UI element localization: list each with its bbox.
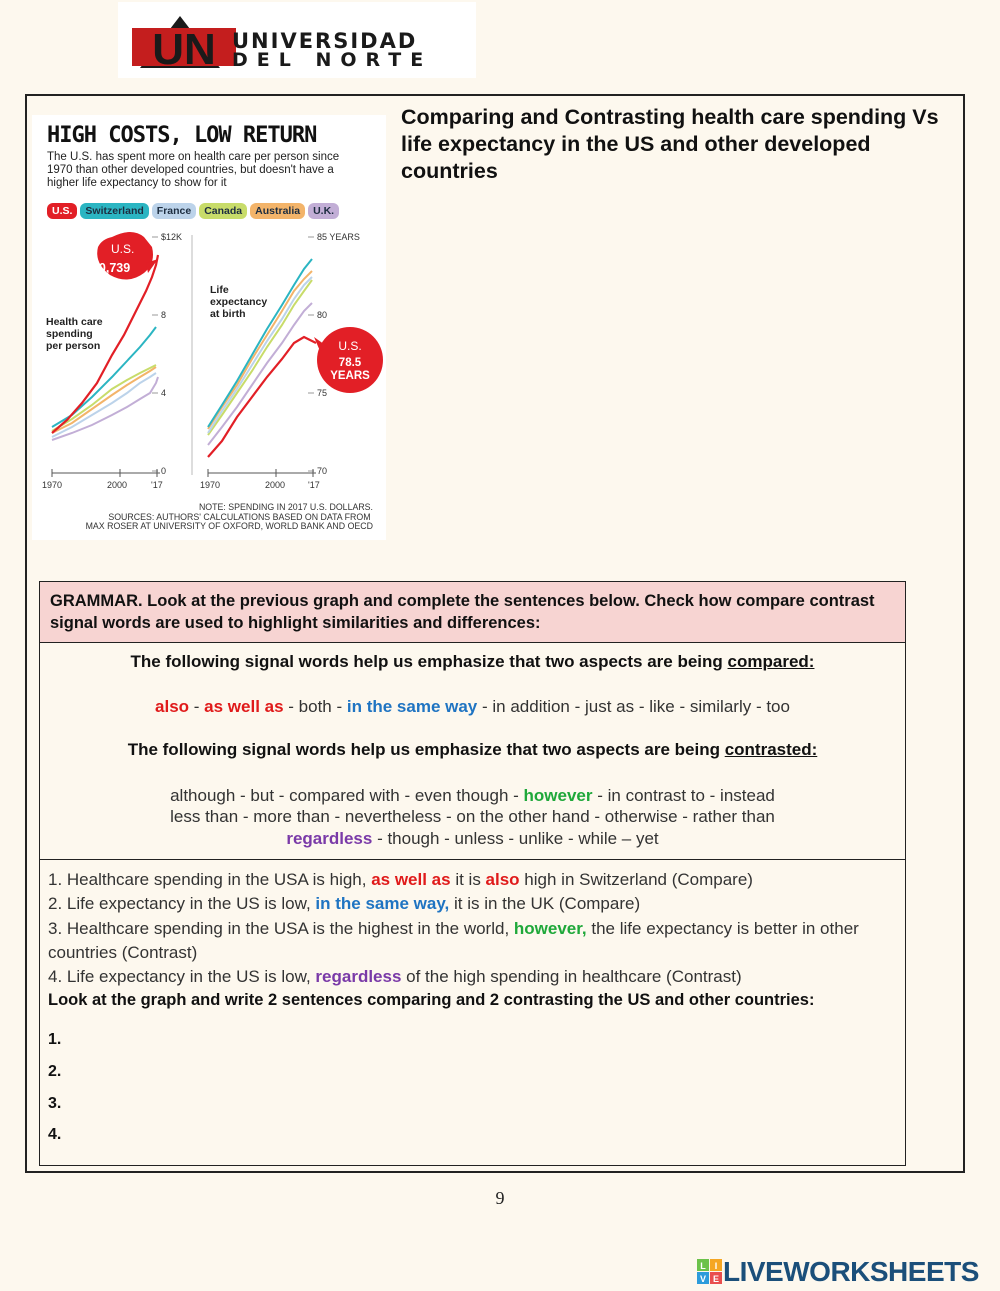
- answer-4-label[interactable]: 4.: [48, 1126, 62, 1143]
- svg-text:V: V: [699, 1274, 707, 1284]
- svg-text:I: I: [714, 1261, 718, 1271]
- spending-x-17: '17: [151, 480, 163, 490]
- page-number: 9: [495, 1188, 505, 1208]
- grammar-header: GRAMMAR. Look at the previous graph and complete the sentences below. Check how compare contrast signal words are used to highlight similarities and differences:: [40, 582, 905, 643]
- logo-line1: UNIVERSIDAD: [232, 29, 418, 53]
- example-1: 1. Healthcare spending in the USA is high, as well as it is also high in Switzerland (Compare): [48, 870, 753, 889]
- life-callout-value-unit: YEARS: [330, 370, 370, 382]
- contrast-signal-words-line2: less than - more than - nevertheless - on the other hand - otherwise - rather than: [170, 807, 775, 826]
- answer-1-label[interactable]: 1.: [48, 1031, 62, 1048]
- chart-note: NOTE: SPENDING IN 2017 U.S. DOLLARS.: [198, 502, 373, 512]
- signal-words-section: [40, 643, 905, 860]
- contrast-heading: [40, 740, 905, 760]
- signal-however: however: [523, 786, 593, 805]
- signal-in-the-same-way: in the same way: [346, 697, 478, 716]
- contrast-word: contrasted:: [724, 740, 818, 759]
- writing-task-instruction: Look at the graph and write 2 sentences comparing and 2 contrasting the US and other countries:: [48, 991, 815, 1009]
- example-3: 3. Healthcare spending in the USA is the highest in the world, however, the life expectancy is better in other countries (Contrast): [48, 918, 859, 962]
- life-callout-country: U.S.: [338, 339, 362, 353]
- compare-signal-words: [40, 696, 905, 718]
- university-logo: [118, 2, 476, 78]
- life-tick-75: 75: [317, 388, 328, 398]
- infographic-subtitle: The U.S. has spent more on health care per person since 1970 than other developed countries, but doesn't have a higher life expectancy to show for it: [47, 151, 340, 189]
- spending-callout-value: $10,739: [85, 261, 131, 275]
- logo-line2: DEL NORTE: [232, 49, 433, 71]
- life-tick-70: 70: [317, 466, 328, 476]
- spending-x-2000: 2000: [107, 480, 128, 490]
- legend-item-france: France: [152, 203, 196, 219]
- compare-word: compared:: [727, 652, 815, 671]
- legend-item-uk: U.K.: [308, 203, 339, 219]
- infographic: [32, 115, 386, 540]
- example-sentences: [48, 868, 898, 989]
- chart-sources: SOURCES: AUTHORS' CALCULATIONS BASED ON DATA FROM MAX ROSER AT UNIVERSITY OF OXFORD, WORLD BANK AND OECD: [85, 512, 373, 531]
- contrast-signal-words-line1: [40, 785, 905, 807]
- contrast-line1b: - in contrast to - instead: [592, 786, 775, 805]
- contrast-line1a: although - but - compared with - even though -: [170, 786, 524, 805]
- spending-x-1970: 1970: [42, 480, 63, 490]
- logo-mark: [132, 16, 236, 74]
- life-tick-80: 80: [317, 310, 328, 320]
- contrast-signal-words-line3: [40, 828, 905, 850]
- liveworksheets-wordmark[interactable]: LIVEWORKSHEETS: [723, 1256, 979, 1287]
- svg-text:L: L: [700, 1261, 706, 1271]
- logo-mark-text: UN: [152, 25, 216, 74]
- legend-item-switzerland: Switzerland: [80, 203, 148, 219]
- spending-tick-12k: $12K: [161, 232, 183, 242]
- compare-heading: [40, 652, 905, 672]
- legend-item-canada: Canada: [199, 203, 247, 219]
- spending-callout-country: U.S.: [111, 242, 135, 256]
- spending-tick-8: 8: [161, 310, 167, 320]
- liveworksheets-logo-icon: [697, 1259, 723, 1285]
- life-tick-85: 85 YEARS: [317, 232, 360, 242]
- infographic-title: HIGH COSTS, LOW RETURN: [47, 123, 317, 148]
- signal-regardless: regardless: [286, 829, 373, 848]
- life-label: Life expectancy at birth: [210, 284, 268, 320]
- sep: -: [189, 697, 205, 716]
- answer-3-label[interactable]: 3.: [48, 1095, 62, 1112]
- svg-text:E: E: [712, 1274, 720, 1284]
- life-x-17: '17: [308, 480, 320, 490]
- life-x-2000: 2000: [265, 480, 286, 490]
- answer-2-label[interactable]: 2.: [48, 1063, 62, 1080]
- spending-tick-4: 4: [161, 388, 167, 398]
- signal-both: - both -: [283, 697, 347, 716]
- liveworksheets-brand: [697, 1256, 979, 1288]
- infographic-legend: [47, 203, 339, 219]
- signal-as-well-as: as well as: [204, 697, 284, 716]
- life-x-1970: 1970: [200, 480, 221, 490]
- spending-tick-0: 0: [161, 466, 167, 476]
- page-heading: Comparing and Contrasting health care spending Vs life expectancy in the US and other developed countries: [401, 105, 939, 183]
- contrast-intro: The following signal words help us emphasize that two aspects are being: [127, 740, 725, 759]
- compare-intro: The following signal words help us emphasize that two aspects are being: [130, 652, 728, 671]
- contrast-line3b: - though - unless - unlike - while – yet: [372, 829, 659, 848]
- example-4: 4. Life expectancy in the US is low, regardless of the high spending in healthcare (Contrast): [48, 967, 742, 987]
- life-callout-value-num: 78.5: [338, 357, 362, 369]
- example-2: 2. Life expectancy in the US is low, in the same way, it is in the UK (Compare): [48, 894, 641, 914]
- legend-item-us: U.S.: [47, 203, 77, 219]
- signal-rest: - in addition - just as - like - similarly - too: [477, 697, 790, 716]
- spending-label: Health care spending per person: [46, 316, 103, 352]
- signal-also: also: [155, 697, 190, 716]
- legend-item-australia: Australia: [250, 203, 305, 219]
